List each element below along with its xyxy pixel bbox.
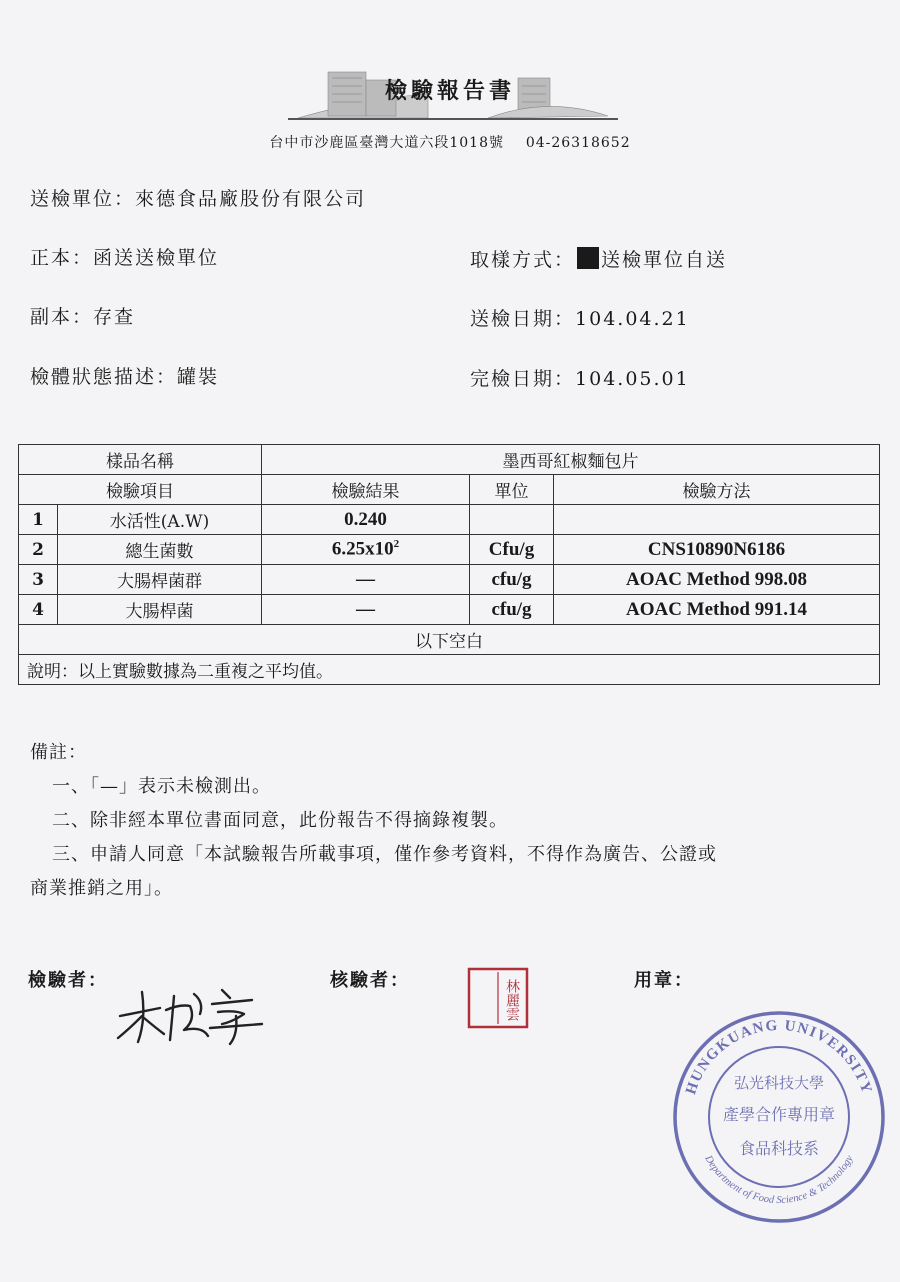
redaction-box bbox=[577, 247, 599, 269]
sample-state-value: 罐裝 bbox=[177, 366, 220, 388]
original-field bbox=[30, 243, 219, 270]
copy-field bbox=[30, 302, 135, 329]
seal-outer-bottom-text: Department of Food Science & Technology bbox=[702, 1153, 856, 1206]
row-result: 0.240 bbox=[262, 505, 470, 535]
department-seal bbox=[672, 1010, 886, 1224]
copy-value: 存查 bbox=[93, 306, 136, 328]
header-divider bbox=[288, 118, 618, 120]
row-result-exponent: 2 bbox=[393, 538, 400, 551]
header-unit: 單位 bbox=[470, 475, 554, 505]
address: 台中市沙鹿區臺灣大道六段1018號 bbox=[269, 135, 504, 151]
blank-row bbox=[19, 625, 880, 655]
table-row bbox=[19, 565, 880, 595]
row-item: 水活性(A.W) bbox=[58, 505, 262, 535]
row-result: — bbox=[262, 595, 470, 625]
header-item: 檢驗項目 bbox=[19, 475, 262, 505]
seal-outer-text: HUNGKUANG UNIVERSITY bbox=[683, 1017, 875, 1097]
row-unit: Cfu/g bbox=[470, 535, 554, 565]
row-method: AOAC Method 998.08 bbox=[554, 565, 880, 595]
blank-text: 以下空白 bbox=[19, 625, 880, 655]
row-result bbox=[262, 535, 470, 565]
sampling-label: 取樣方式： bbox=[470, 249, 576, 271]
row-item: 大腸桿菌群 bbox=[58, 565, 262, 595]
reviewer-seal bbox=[466, 966, 530, 1030]
original-value: 函送送檢單位 bbox=[93, 247, 220, 269]
inspector-label: 檢驗者： bbox=[28, 970, 108, 991]
table-row bbox=[19, 595, 880, 625]
submitter-field bbox=[30, 184, 366, 211]
remark-item: 二、除非經本單位書面同意，此份報告不得摘錄複製。 bbox=[52, 810, 508, 831]
row-item: 大腸桿菌 bbox=[58, 595, 262, 625]
row-unit bbox=[470, 505, 554, 535]
remarks-title: 備註： bbox=[30, 742, 87, 763]
seal-inner-mid: 產學合作專用章 bbox=[722, 1105, 836, 1124]
sampling-field bbox=[470, 245, 727, 272]
explanation-text: 說明：以上實驗數據為二重複之平均值。 bbox=[19, 655, 880, 685]
row-unit: cfu/g bbox=[470, 595, 554, 625]
phone: 04-26318652 bbox=[525, 135, 631, 151]
row-method: AOAC Method 991.14 bbox=[554, 595, 880, 625]
reviewer-label: 核驗者： bbox=[330, 970, 410, 991]
results-table bbox=[18, 444, 880, 685]
submit-date-label: 送檢日期： bbox=[470, 308, 576, 330]
remark-item: 一、「—」表示未檢測出。 bbox=[52, 776, 271, 797]
submitter-value: 來德食品廠股份有限公司 bbox=[135, 188, 367, 210]
submitter-label: 送檢單位： bbox=[30, 188, 136, 210]
complete-date-value: 104.05.01 bbox=[575, 368, 690, 390]
seal-inner-top: 弘光科技大學 bbox=[733, 1074, 825, 1092]
table-row bbox=[19, 505, 880, 535]
row-no: 4 bbox=[19, 595, 58, 625]
report-title: 檢驗報告書 bbox=[384, 78, 515, 104]
original-label: 正本： bbox=[30, 247, 94, 269]
submit-date-field bbox=[470, 304, 690, 331]
handwritten-signature bbox=[112, 980, 282, 1050]
row-no: 3 bbox=[19, 565, 58, 595]
sample-name-value: 墨西哥紅椒麵包片 bbox=[262, 445, 880, 475]
table-row bbox=[19, 535, 880, 565]
sample-name-row bbox=[19, 445, 880, 475]
reviewer-seal-text: 林麗雲 bbox=[504, 979, 520, 1021]
sample-name-label: 樣品名稱 bbox=[19, 445, 262, 475]
header-method: 檢驗方法 bbox=[554, 475, 880, 505]
row-method: CNS10890N6186 bbox=[554, 535, 880, 565]
row-no: 2 bbox=[19, 535, 58, 565]
row-result: — bbox=[262, 565, 470, 595]
remarks bbox=[30, 736, 717, 906]
header-result: 檢驗結果 bbox=[262, 475, 470, 505]
row-unit: cfu/g bbox=[470, 565, 554, 595]
copy-label: 副本： bbox=[30, 306, 94, 328]
row-item: 總生菌數 bbox=[58, 535, 262, 565]
explanation-row bbox=[19, 655, 880, 685]
remark-item: 商業推銷之用」。 bbox=[30, 878, 173, 899]
row-result-base: 6.25x10 bbox=[331, 538, 394, 560]
remark-item: 三、申請人同意「本試驗報告所載事項，僅作參考資料，不得作為廣告、公證或 bbox=[52, 844, 717, 865]
address-line bbox=[0, 132, 900, 152]
row-method bbox=[554, 505, 880, 535]
sampling-value: 送檢單位自送 bbox=[601, 249, 728, 271]
sample-state-label: 檢體狀態描述： bbox=[30, 366, 178, 388]
complete-date-label: 完檢日期： bbox=[470, 368, 576, 390]
complete-date-field bbox=[470, 364, 690, 391]
submit-date-value: 104.04.21 bbox=[575, 308, 690, 330]
table-header-row bbox=[19, 475, 880, 505]
stamp-label: 用章： bbox=[634, 970, 694, 991]
seal-inner-bottom: 食品科技系 bbox=[738, 1139, 820, 1158]
row-no: 1 bbox=[19, 505, 58, 535]
sample-state-field bbox=[30, 362, 219, 389]
